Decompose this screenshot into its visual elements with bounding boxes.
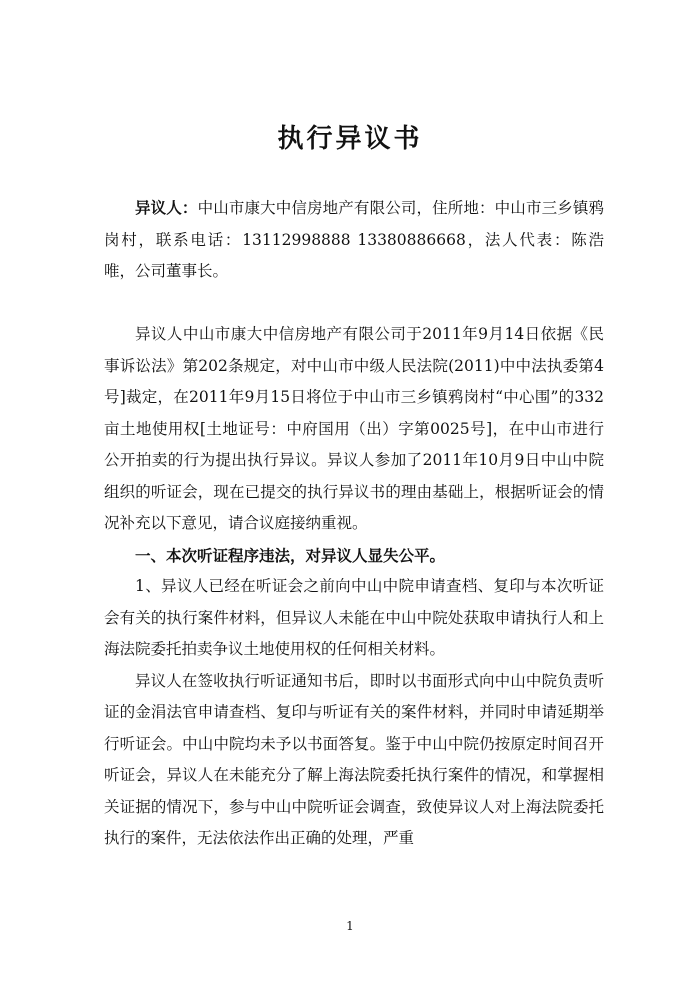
page-number: 1 — [346, 919, 354, 933]
party-info — [104, 192, 604, 288]
party-text: 中山市康大中信房地产有限公司，住所地：中山市三乡镇鸦岗村，联系电话：13112998888 13380886668，法人代表：陈浩唯，公司董事长。 — [104, 199, 604, 280]
paragraph-detail: 异议人在签收执行听证通知书后，即时以书面形式向中山中院负责听证的金涓法官申请查档、复印与听证有关的案件材料，并同时申请延期举行听证会。中山中院均未予以书面答复。鉴于中山中院仍按原定时间召开听证会，异议人在未能充分了解上海法院委托执行案件的情况，和掌握相关证据的情况下，参与中山中院听证会调查，致使异议人对上海法院委托执行的案件，无法依法作出正确的处理，严重 — [104, 671, 604, 847]
document-body — [104, 319, 604, 855]
section-heading-1: 一、本次听证程序违法，对异议人显失公平。 — [135, 545, 446, 565]
document-title: 执行异议书 — [277, 124, 423, 154]
paragraph-point-1: 1、异议人已经在听证会之前向中山中院申请查档、复印与本次听证会有关的执行案件材料，但异议人未能在中山中院处获取申请执行人和上海法院委托拍卖争议土地使用权的任何相关材料。 — [104, 577, 604, 658]
party-label: 异议人： — [135, 198, 198, 217]
party-paragraph — [104, 192, 604, 288]
paragraph-intro: 异议人中山市康大中信房地产有限公司于2011年9月14日依据《民事诉讼法》第202条规定，对中山市中级人民法院(2011)中中法执委第4号]裁定，在2011年9月15日将位于中山市三乡镇鸦岗村“中心围”的332亩土地使用权[土地证号：中府国用（出）字第0025号]，在中山市进行公开拍卖的行为提出执行异议。异议人参加了2011年10月9日中山中院组织的听证会，现在已提交的执行异议书的理由基础上，根据听证会的情况补充以下意见，请合议庭接纳重视。 — [104, 325, 604, 532]
